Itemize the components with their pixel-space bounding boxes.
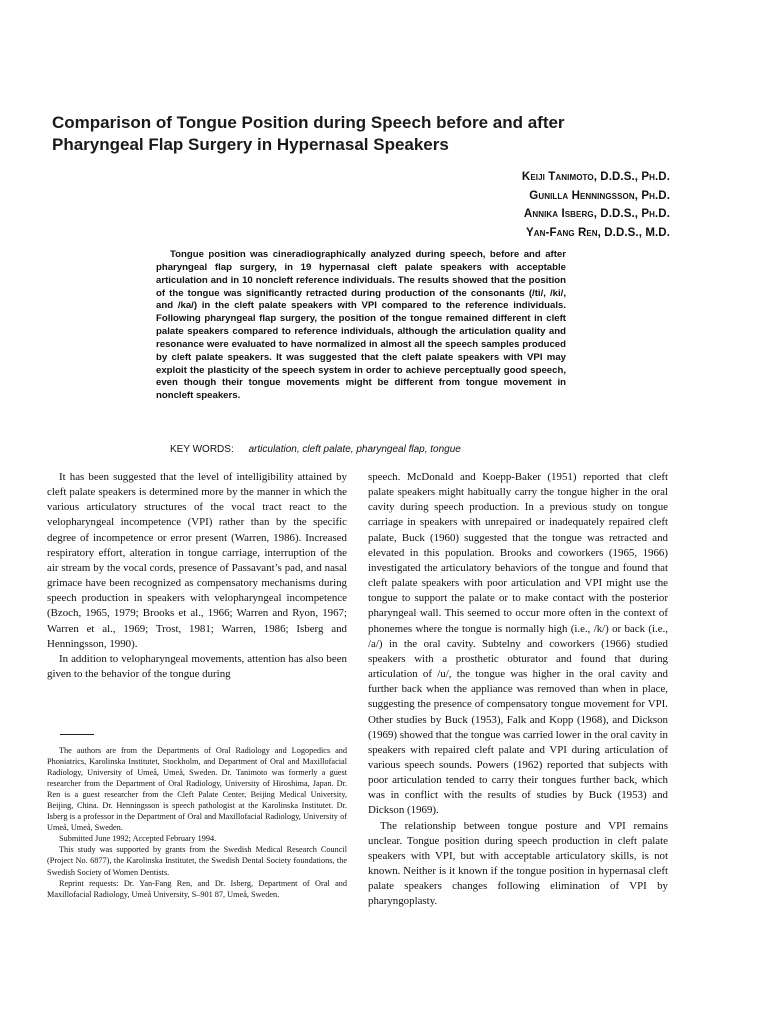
body-paragraph: speech. McDonald and Koepp-Baker (1951) reported that cleft palate speakers might habitually carry the tongue higher in the oral cavity during speech production. In a previous study on tongue carriage in speakers with unrepaired or inadequately repaired cleft palate, Buck (1960) suggested that the tongue was retracted and elevated in this population. Brooks and coworkers (1965, 1966) investigated the articulatory behaviors of the tongue and found that cleft palate speakers with poor articulation and VPI might use the tongue to support the palate or to make contact with the posterior pharyngeal wall. This seemed to occur more often in the context of phonemes where the tongue is normally high (i.e., /k/) or back (i.e., /a/) in the oral cavity. Subtelny and coworkers (1966) studied speakers with a prosthetic obturator and found that during articulation of /u/, the tongue was higher in the oral cavity and further back when the appliance was removed than when in place, suggesting the presence of compensatory tongue movement for VPI. Other studies by Buck (1953), Falk and Kopp (1968), and Dickson (1969) showed that the tongue was carried lower in the oral cavity in speakers with repaired cleft palate and VPI during articulation of various speech sounds. Powers (1962) reported that subjects with poor articulation tended to carry their tongues further back, which was in conflict with the results of studies by Buck (1953) and Dickson (1969). (368, 471, 669, 817)
author-name: Keiji Tanimoto, D.D.S., Ph.D. (521, 171, 670, 183)
footnote: The authors are from the Departments of Oral Radiology and Logopedics and Phoniatrics, Karolinska Institutet, Stockholm, and Department of Oral and Maxillofacial Radiology, University of Umeå, Umeå, Sweden. Dr. Tanimoto was formerly a guest researcher from the Department of Oral Radiology, University of Hiroshima, Japan. Dr. Ren is a guest researcher from the Cleft Palate Center, Beijing Medical University, Beijing, China. Dr. Henningsson is speech pathologist at the Karolinska Institutet. Dr. Isberg is a professor in the Department of Oral and Maxillofacial Radiology, University of Umeå, Umeå, Sweden. (47, 746, 347, 833)
footnote-divider (60, 734, 94, 735)
title-line-2: Pharyngeal Flap Surgery in Hypernasal Speakers (52, 135, 449, 154)
footnote: Submitted June 1992; Accepted February 1994. (59, 834, 217, 844)
footnote: This study was supported by grants from the Swedish Medical Research Council (Project No. 6877), the Karolinska Institutet, the Swedish Dental Society foundations, the Swedish Society of Women Dentists. (47, 845, 347, 877)
footnote: Reprint requests: Dr. Yan-Fang Ren, and Dr. Isberg, Department of Oral and Maxillofacial Radiology, Umeå University, S–901 87, Umeå, Sweden. (47, 878, 347, 899)
keywords (170, 443, 590, 457)
body-paragraph: The relationship between tongue posture and VPI remains unclear. Tongue position during speech production in cleft palate speakers with VPI, but with acceptable articulatory skills, is not known. Neither is it known if the tongue position in hypernasal cleft palate speakers changes following elimination of VPI by pharyngoplasty. (368, 819, 668, 908)
title-line-1: Comparison of Tongue Position during Speech before and after (52, 113, 565, 132)
footnotes (47, 745, 347, 900)
abstract: Tongue position was cineradiographically analyzed during speech, before and after pharyngeal flap surgery, in 19 hypernasal cleft palate speakers with acceptable articulation and in 10 noncleft reference individuals. The results showed that the position of the tongue was significantly retracted during production of the consonants (/ti/, /ki/, and /ka/) in the cleft palate speakers with VPI compared to the reference individuals. Following pharyngeal flap surgery, the position of the tongue remained different in cleft palate speakers compared to reference individuals, although the articulation quality and resonance were evaluated to have normalized in almost all the speech samples produced by cleft palate speakers. It was suggested that the cleft palate speakers with VPI may exploit the plasticity of the speech system in order to achieve perceptually good speech, even though their tongue movements might be different from tongue movement in noncleft speakers. (156, 249, 566, 402)
keywords-label: KEY WORDS: (170, 444, 234, 455)
article-title (52, 112, 672, 156)
author-name: Yan-Fang Ren, D.D.S., M.D. (526, 226, 670, 239)
body-column-left (47, 470, 347, 682)
keywords-list: articulation, cleft palate, pharyngeal flap, tongue (248, 444, 461, 455)
author-list (522, 168, 670, 242)
author-name: Annika Isberg, D.D.S., Ph.D. (523, 208, 670, 220)
body-paragraph: In addition to velopharyngeal movements, attention has also been given to the behavior of the tongue during (47, 652, 347, 681)
author-name: Gunilla Henningsson, Ph.D. (529, 189, 670, 202)
body-paragraph: It has been suggested that the level of intelligibility attained by cleft palate speakers is determined more by the manner in which the various articulatory structures of the vocal tract react to the velopharyngeal incompetence (VPI) rather than by the specific degree of incompetence or error present (Warren, 1986). Increased respiratory effort, alteration in tongue carriage, interruption of the air stream by the vocal cords, presence of Passavant’s pad, and nasal grimace have been recognized as compensatory mechanisms during speech production in speakers with velopharyngeal incompetence (Bzoch, 1965, 1979; Brooks et al., 1966; Warren and Ryon, 1967; Warren et al., 1969; Trost, 1981; Warren, 1986; Isberg and Henningsson, 1990). (47, 471, 347, 650)
body-column-right (368, 470, 668, 910)
